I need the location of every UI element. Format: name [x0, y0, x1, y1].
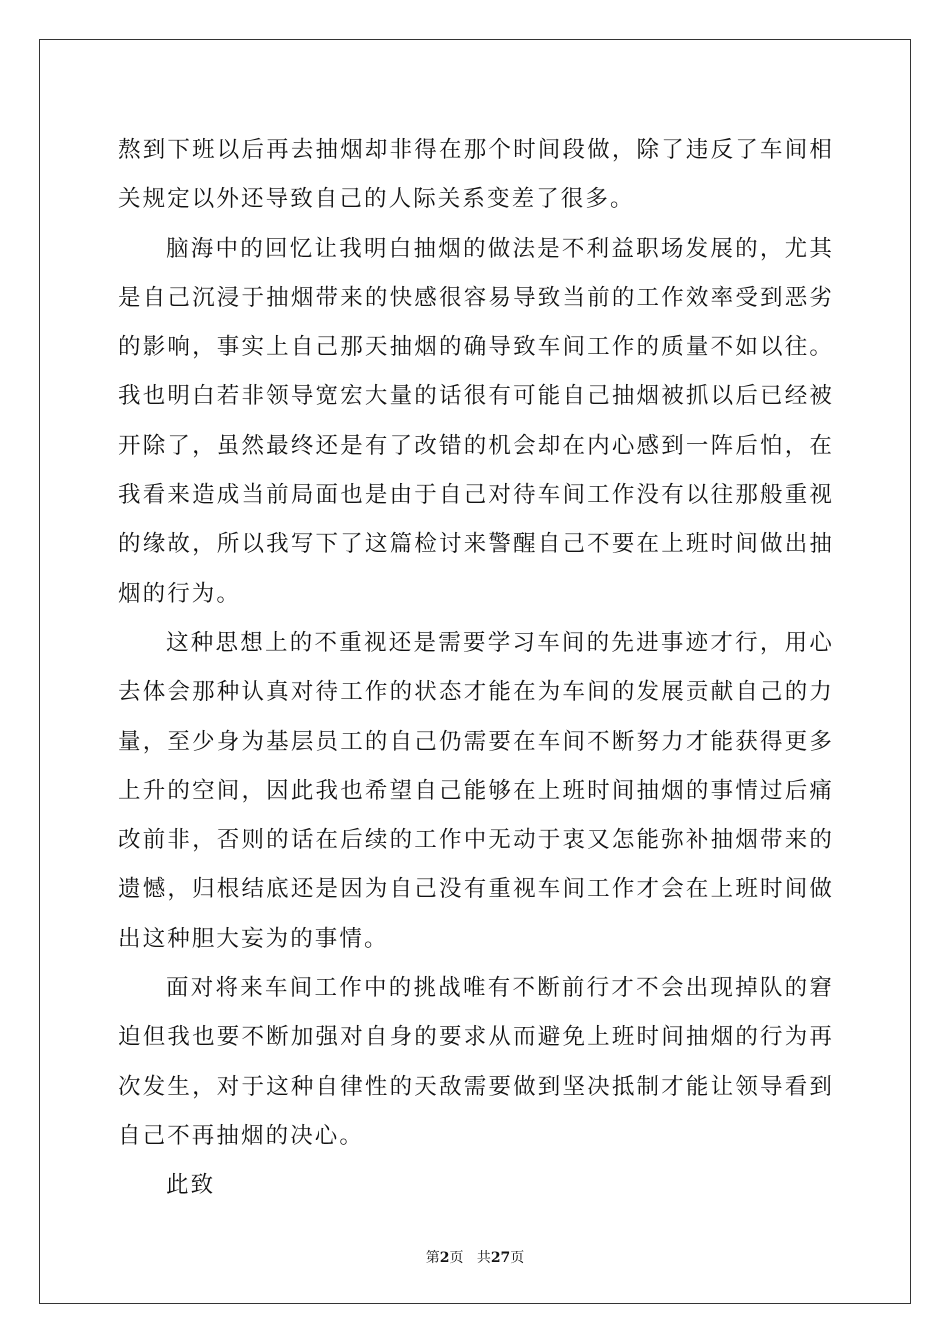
footer-page-unit: 页	[449, 1250, 464, 1266]
footer-page-current: 2	[439, 1250, 450, 1266]
footer-page-prefix: 第	[425, 1250, 440, 1266]
paragraph-closing: 此致	[166, 1172, 216, 1199]
paragraph-1: 熬到下班以后再去抽烟却非得在那个时间段做，除了违反了车间相关规定以外还导致自己的人际关系变差了很多。	[118, 137, 834, 213]
footer-total-prefix: 共	[476, 1250, 491, 1266]
paragraph-4: 面对将来车间工作中的挑战唯有不断前行才不会出现掉队的窘迫但我也要不断加强对自身的要求从而避免上班时间抽烟的行为再次发生，对于这种自律性的天敌需要做到坚决抵制才能让领导看到自己不再抽烟的决心。	[118, 975, 834, 1149]
paragraph-3: 这种思想上的不重视还是需要学习车间的先进事迹才行，用心去体会那种认真对待工作的状态才能在为车间的发展贡献自己的力量，至少身为基层员工的自己仍需要在车间不断努力才能获得更多上升的空间，因此我也希望自己能够在上班时间抽烟的事情过后痛改前非，否则的话在后续的工作中无动于衷又怎能弥补抽烟带来的遗憾，归根结底还是因为自己没有重视车间工作才会在上班时间做出这种胆大妄为的事情。	[118, 629, 834, 952]
footer-page-total: 27	[490, 1250, 511, 1266]
page-footer	[0, 1247, 950, 1267]
document-body	[118, 126, 834, 1211]
paragraph-2: 脑海中的回忆让我明白抽烟的做法是不利益职场发展的，尤其是自己沉浸于抽烟带来的快感很容易导致当前的工作效率受到恶劣的影响，事实上自己那天抽烟的确导致车间工作的质量不如以往。我也明白若非领导宽宏大量的话很有可能自己抽烟被抓以后已经被开除了，虽然最终还是有了改错的机会却在内心感到一阵后怕，在我看来造成当前局面也是由于自己对待车间工作没有以往那般重视的缘故，所以我写下了这篇检讨来警醒自己不要在上班时间做出抽烟的行为。	[118, 235, 834, 607]
footer-total-unit: 页	[510, 1250, 525, 1266]
